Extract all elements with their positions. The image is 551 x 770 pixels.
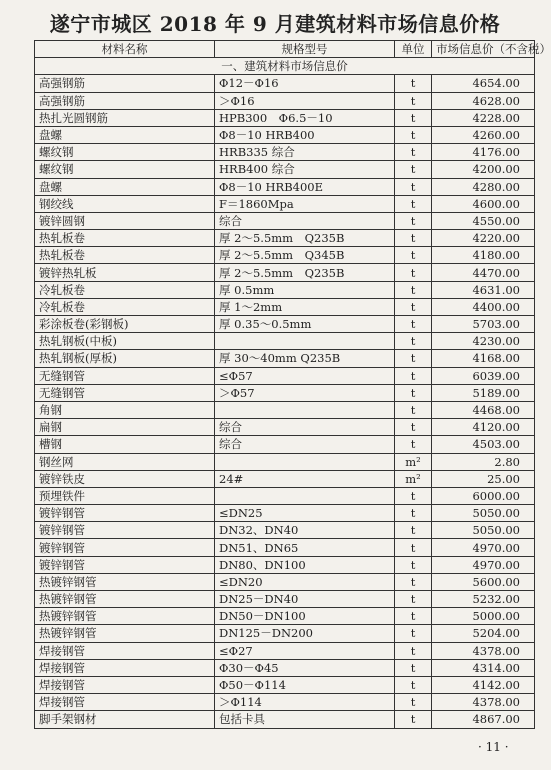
cell-material-name: 镀锌钢管 bbox=[35, 522, 215, 539]
cell-spec: Φ8－10 HRB400E bbox=[215, 178, 395, 195]
table-row bbox=[35, 676, 535, 693]
cell-price: 4468.00 bbox=[432, 401, 535, 418]
cell-unit: t bbox=[395, 109, 432, 126]
cell-unit: t bbox=[395, 591, 432, 608]
table-row bbox=[35, 608, 535, 625]
cell-spec: ＞Φ57 bbox=[215, 384, 395, 401]
cell-spec: 综合 bbox=[215, 212, 395, 229]
cell-spec: ≤DN20 bbox=[215, 573, 395, 590]
page-number: · 11 · bbox=[478, 740, 509, 754]
table-row bbox=[35, 505, 535, 522]
cell-material-name: 彩涂板卷(彩钢板) bbox=[35, 316, 215, 333]
table-row bbox=[35, 247, 535, 264]
cell-price: 4970.00 bbox=[432, 539, 535, 556]
cell-material-name: 无缝钢管 bbox=[35, 367, 215, 384]
cell-price: 6039.00 bbox=[432, 367, 535, 384]
cell-material-name: 热轧板卷 bbox=[35, 230, 215, 247]
cell-spec: Φ8－10 HRB400 bbox=[215, 126, 395, 143]
table-row bbox=[35, 539, 535, 556]
price-table bbox=[34, 40, 551, 729]
table-row bbox=[35, 212, 535, 229]
table-row bbox=[35, 436, 535, 453]
table-row bbox=[35, 711, 535, 728]
cell-unit: t bbox=[395, 522, 432, 539]
page-title: 遂宁市城区 2018 年 9 月建筑材料市场信息价格 bbox=[49, 12, 501, 36]
cell-price: 4168.00 bbox=[432, 350, 535, 367]
cell-unit: t bbox=[395, 573, 432, 590]
cell-spec: Φ30－Φ45 bbox=[215, 659, 395, 676]
cell-unit: t bbox=[395, 316, 432, 333]
cell-price: 5204.00 bbox=[432, 625, 535, 642]
cell-price: 4867.00 bbox=[432, 711, 535, 728]
table-row bbox=[35, 384, 535, 401]
table-row bbox=[35, 556, 535, 573]
cell-spec: 厚 30～40mm Q235B bbox=[215, 350, 395, 367]
cell-price: 4180.00 bbox=[432, 247, 535, 264]
cell-unit: t bbox=[395, 676, 432, 693]
cell-spec: 24# bbox=[215, 470, 395, 487]
cell-price: 4200.00 bbox=[432, 161, 535, 178]
section-row bbox=[35, 58, 535, 75]
section-title: 一、建筑材料市场信息价 bbox=[35, 58, 535, 75]
cell-price: 5000.00 bbox=[432, 608, 535, 625]
cell-spec bbox=[215, 487, 395, 504]
cell-material-name: 镀锌圆钢 bbox=[35, 212, 215, 229]
table-row bbox=[35, 591, 535, 608]
cell-price: 4970.00 bbox=[432, 556, 535, 573]
cell-material-name: 高强钢筋 bbox=[35, 75, 215, 92]
cell-spec: 厚 0.5mm bbox=[215, 281, 395, 298]
cell-material-name: 盘螺 bbox=[35, 126, 215, 143]
cell-material-name: 冷轧板卷 bbox=[35, 298, 215, 315]
cell-price: 4260.00 bbox=[432, 126, 535, 143]
cell-spec: ≤Φ57 bbox=[215, 367, 395, 384]
cell-unit: t bbox=[395, 144, 432, 161]
header-price: 市场信息价（不含税） bbox=[432, 41, 535, 58]
cell-unit: t bbox=[395, 642, 432, 659]
cell-price: 4631.00 bbox=[432, 281, 535, 298]
cell-material-name: 热扎光圆钢筋 bbox=[35, 109, 215, 126]
cell-spec: 厚 0.35～0.5mm bbox=[215, 316, 395, 333]
cell-spec: DN32、DN40 bbox=[215, 522, 395, 539]
cell-material-name: 螺纹钢 bbox=[35, 144, 215, 161]
cell-price: 5703.00 bbox=[432, 316, 535, 333]
cell-spec: 综合 bbox=[215, 436, 395, 453]
cell-spec: ＞Φ114 bbox=[215, 694, 395, 711]
cell-unit: t bbox=[395, 608, 432, 625]
cell-price: 5600.00 bbox=[432, 573, 535, 590]
cell-unit: t bbox=[395, 264, 432, 281]
table-row bbox=[35, 333, 535, 350]
cell-price: 4230.00 bbox=[432, 333, 535, 350]
cell-spec: 厚 2～5.5mm Q235B bbox=[215, 264, 395, 281]
table-row bbox=[35, 487, 535, 504]
cell-spec: Φ50－Φ114 bbox=[215, 676, 395, 693]
cell-material-name: 镀锌钢管 bbox=[35, 556, 215, 573]
cell-material-name: 扁钢 bbox=[35, 419, 215, 436]
cell-price: 4314.00 bbox=[432, 659, 535, 676]
cell-price: 4470.00 bbox=[432, 264, 535, 281]
cell-material-name: 热镀锌钢管 bbox=[35, 573, 215, 590]
table-row bbox=[35, 401, 535, 418]
cell-price: 4142.00 bbox=[432, 676, 535, 693]
cell-material-name: 焊接钢管 bbox=[35, 659, 215, 676]
cell-spec: 包括卡具 bbox=[215, 711, 395, 728]
cell-material-name: 角钢 bbox=[35, 401, 215, 418]
cell-price: 4550.00 bbox=[432, 212, 535, 229]
table-row bbox=[35, 625, 535, 642]
table-row bbox=[35, 264, 535, 281]
cell-material-name: 镀锌铁皮 bbox=[35, 470, 215, 487]
cell-spec: DN80、DN100 bbox=[215, 556, 395, 573]
cell-unit: t bbox=[395, 625, 432, 642]
cell-unit: t bbox=[395, 92, 432, 109]
cell-material-name: 热镀锌钢管 bbox=[35, 591, 215, 608]
table-row bbox=[35, 230, 535, 247]
cell-price: 4628.00 bbox=[432, 92, 535, 109]
table-row bbox=[35, 161, 535, 178]
cell-spec: ≤DN25 bbox=[215, 505, 395, 522]
cell-price: 4503.00 bbox=[432, 436, 535, 453]
cell-spec: ≤Φ27 bbox=[215, 642, 395, 659]
cell-unit: m² bbox=[395, 470, 432, 487]
cell-material-name: 焊接钢管 bbox=[35, 694, 215, 711]
cell-unit: t bbox=[395, 694, 432, 711]
cell-spec bbox=[215, 401, 395, 418]
cell-spec: 厚 2～5.5mm Q345B bbox=[215, 247, 395, 264]
header-material-name: 材料名称 bbox=[35, 41, 215, 58]
table-row bbox=[35, 195, 535, 212]
cell-material-name: 镀锌钢管 bbox=[35, 505, 215, 522]
header-unit: 单位 bbox=[395, 41, 432, 58]
cell-unit: t bbox=[395, 419, 432, 436]
cell-material-name: 冷轧板卷 bbox=[35, 281, 215, 298]
cell-material-name: 热轧钢板(中板) bbox=[35, 333, 215, 350]
cell-price: 25.00 bbox=[432, 470, 535, 487]
cell-unit: t bbox=[395, 161, 432, 178]
cell-price: 4176.00 bbox=[432, 144, 535, 161]
cell-unit: t bbox=[395, 539, 432, 556]
cell-spec: ＞Φ16 bbox=[215, 92, 395, 109]
cell-material-name: 热轧板卷 bbox=[35, 247, 215, 264]
table-row bbox=[35, 522, 535, 539]
cell-spec bbox=[215, 333, 395, 350]
cell-unit: m² bbox=[395, 453, 432, 470]
cell-price: 5232.00 bbox=[432, 591, 535, 608]
cell-unit: t bbox=[395, 505, 432, 522]
cell-material-name: 槽钢 bbox=[35, 436, 215, 453]
cell-material-name: 钢绞线 bbox=[35, 195, 215, 212]
cell-price: 4654.00 bbox=[432, 75, 535, 92]
cell-spec: Φ12－Φ16 bbox=[215, 75, 395, 92]
cell-unit: t bbox=[395, 178, 432, 195]
table-row bbox=[35, 419, 535, 436]
table-row bbox=[35, 316, 535, 333]
cell-material-name: 高强钢筋 bbox=[35, 92, 215, 109]
table-row bbox=[35, 126, 535, 143]
cell-spec: HPB300 Φ6.5－10 bbox=[215, 109, 395, 126]
cell-spec: 厚 2～5.5mm Q235B bbox=[215, 230, 395, 247]
cell-price: 4600.00 bbox=[432, 195, 535, 212]
cell-price: 4378.00 bbox=[432, 642, 535, 659]
cell-unit: t bbox=[395, 401, 432, 418]
table-row bbox=[35, 281, 535, 298]
cell-material-name: 无缝钢管 bbox=[35, 384, 215, 401]
cell-spec: HRB400 综合 bbox=[215, 161, 395, 178]
cell-material-name: 热镀锌钢管 bbox=[35, 625, 215, 642]
cell-spec bbox=[215, 453, 395, 470]
cell-price: 4280.00 bbox=[432, 178, 535, 195]
cell-spec: HRB335 综合 bbox=[215, 144, 395, 161]
table-row bbox=[35, 367, 535, 384]
cell-unit: t bbox=[395, 711, 432, 728]
table-header-row bbox=[35, 41, 535, 58]
table-row bbox=[35, 144, 535, 161]
cell-unit: t bbox=[395, 436, 432, 453]
cell-unit: t bbox=[395, 126, 432, 143]
cell-price: 5050.00 bbox=[432, 505, 535, 522]
cell-unit: t bbox=[395, 350, 432, 367]
cell-unit: t bbox=[395, 333, 432, 350]
table-row bbox=[35, 694, 535, 711]
cell-price: 4120.00 bbox=[432, 419, 535, 436]
cell-material-name: 焊接钢管 bbox=[35, 676, 215, 693]
cell-price: 4220.00 bbox=[432, 230, 535, 247]
cell-price: 5050.00 bbox=[432, 522, 535, 539]
cell-spec: 厚 1～2mm bbox=[215, 298, 395, 315]
cell-material-name: 螺纹钢 bbox=[35, 161, 215, 178]
cell-material-name: 镀锌钢管 bbox=[35, 539, 215, 556]
table-row bbox=[35, 178, 535, 195]
table-row bbox=[35, 298, 535, 315]
cell-spec: F＝1860Mpa bbox=[215, 195, 395, 212]
cell-unit: t bbox=[395, 195, 432, 212]
table-row bbox=[35, 92, 535, 109]
cell-spec: DN25－DN40 bbox=[215, 591, 395, 608]
table-row bbox=[35, 659, 535, 676]
cell-spec: DN51、DN65 bbox=[215, 539, 395, 556]
cell-unit: t bbox=[395, 298, 432, 315]
cell-unit: t bbox=[395, 659, 432, 676]
cell-unit: t bbox=[395, 281, 432, 298]
cell-spec: DN50－DN100 bbox=[215, 608, 395, 625]
cell-unit: t bbox=[395, 247, 432, 264]
table-row bbox=[35, 453, 535, 470]
cell-price: 4228.00 bbox=[432, 109, 535, 126]
cell-material-name: 钢丝网 bbox=[35, 453, 215, 470]
cell-material-name: 盘螺 bbox=[35, 178, 215, 195]
cell-unit: t bbox=[395, 556, 432, 573]
cell-price: 4400.00 bbox=[432, 298, 535, 315]
cell-unit: t bbox=[395, 384, 432, 401]
cell-price: 2.80 bbox=[432, 453, 535, 470]
cell-unit: t bbox=[395, 230, 432, 247]
table-row bbox=[35, 470, 535, 487]
table-row bbox=[35, 350, 535, 367]
table-row bbox=[35, 642, 535, 659]
cell-material-name: 热轧钢板(厚板) bbox=[35, 350, 215, 367]
cell-price: 4378.00 bbox=[432, 694, 535, 711]
cell-unit: t bbox=[395, 487, 432, 504]
cell-unit: t bbox=[395, 75, 432, 92]
cell-unit: t bbox=[395, 212, 432, 229]
table-row bbox=[35, 75, 535, 92]
cell-spec: 综合 bbox=[215, 419, 395, 436]
header-spec: 规格型号 bbox=[215, 41, 395, 58]
table-row bbox=[35, 573, 535, 590]
cell-material-name: 焊接钢管 bbox=[35, 642, 215, 659]
cell-price: 6000.00 bbox=[432, 487, 535, 504]
cell-material-name: 脚手架钢材 bbox=[35, 711, 215, 728]
cell-spec: DN125－DN200 bbox=[215, 625, 395, 642]
table-row bbox=[35, 109, 535, 126]
cell-material-name: 预埋铁件 bbox=[35, 487, 215, 504]
cell-price: 5189.00 bbox=[432, 384, 535, 401]
cell-material-name: 镀锌热轧板 bbox=[35, 264, 215, 281]
cell-material-name: 热镀锌钢管 bbox=[35, 608, 215, 625]
cell-unit: t bbox=[395, 367, 432, 384]
